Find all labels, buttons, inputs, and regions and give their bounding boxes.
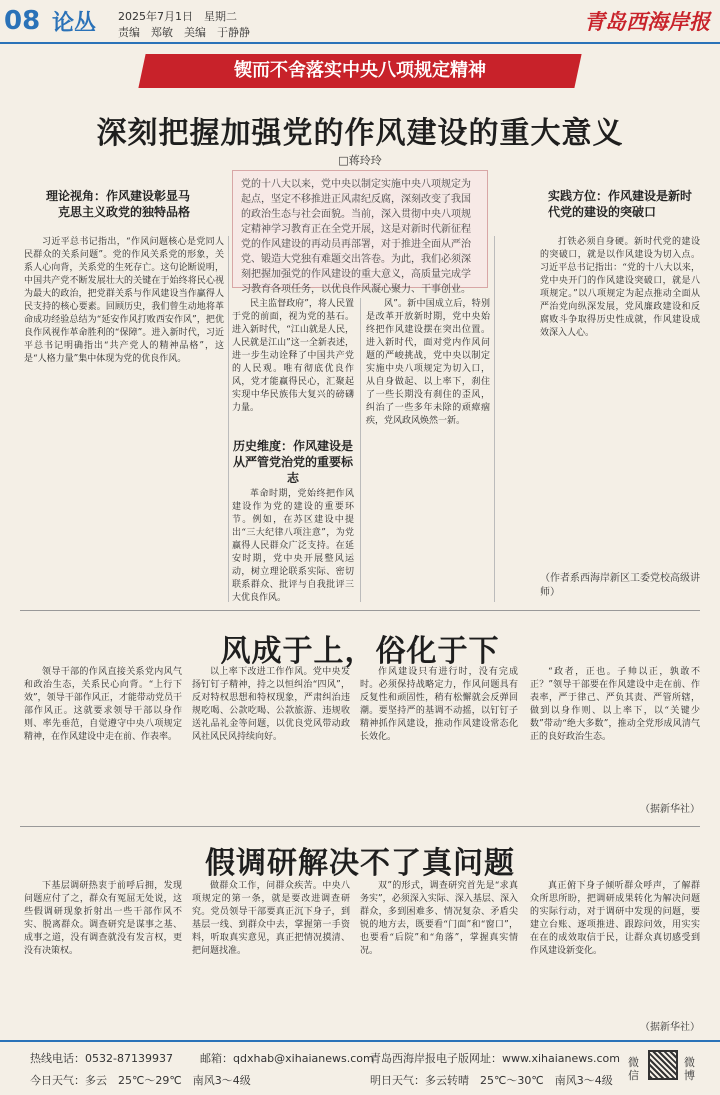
editor-credits: 责编 郑敏 美编 于静静 (118, 26, 250, 39)
column-divider (228, 236, 229, 602)
article-1-column-4: 打铁必须自身硬。新时代党的建设的突破口，就是以作风建设为切入点。习近平总书记指出：“党的十八大以来，党中央开门的作风建设突破口，就是八项规定。”以八项规定为起点推动全面从严治党向纵深发展，党风廉政建设和反腐败斗争取得历史性成就，作风建设成效深入人心。 (540, 237, 700, 338)
article-2-column-4: “政者，正也。子帅以正，孰敢不正？”领导干部要在作风建设中走在前、作表率，严于律己、严负其责、严管所辖，做到以身作则、以上率下，以“关键少数”带动“绝大多数”，推动全党形成风清气正的良好政治生态。 (530, 667, 700, 742)
footer-email: 邮箱：qdxhab@xihaianews.com (200, 1052, 374, 1065)
section-divider (20, 826, 700, 827)
article-3-column-2: 做群众工作，问群众疾苦。中央八项规定的第一条，就是要改进调查研究。党员领导干部要真正沉下身子，到基层一线、到群众中去，掌握第一手资料，听取真实意见，真正把情况摸清、把问题找准。 (192, 881, 350, 956)
article-1-author-note: （作者系西海岸新区工委党校高级讲师） (540, 573, 700, 598)
theme-banner: 锲而不舍落实中央八项规定精神 (138, 54, 581, 88)
footer-website[interactable]: 青岛西海岸报电子版网址：www.xihaianews.com (370, 1052, 621, 1065)
footer-weather-tomorrow: 明日天气：多云转晴 25℃～30℃ 南风3～4级 (370, 1074, 613, 1087)
article-1-column-2b: 革命时期，党始终把作风建设作为党的建设的重要环节。例如，在苏区建设中提出“三大纪律八项注意”，为党赢得人民群众广泛支持。在延安时期，党中央开展整风运动，树立理论联系实际、密切联系群众、批评与自我批评三大优良作风。 (232, 489, 354, 603)
masthead (0, 0, 720, 44)
article-1-lead-box: 党的十八大以来，党中央以制定实施中央八项规定为起点，坚定不移推进正风肃纪反腐，深刻改变了我国的政治生态与社会面貌。当前，深入贯彻中央八项规定精神学习教育正在全党开展，这是对新时代新征程党的作风建设的再动员再部署，对于推进全面从严治党、锻造大党独有难题交出答卷。为此，我们必须深刻把握加强党的作风建设的重大意义，高质量完成学习教育各项任务，以优良作风凝心聚力、干事创业。 (232, 170, 488, 288)
article-3-column-3: 双”的形式，调查研究首先是“求真务实”，必须深入实际、深入基层、深入群众，多到困难多、情况复杂、矛盾尖锐的地方去，既要看“门面”和“窗口”，也要看“后院”和“角落”，掌握真实情况。 (360, 881, 518, 956)
article-3-headline: 假调研解决不了真问题 (205, 846, 515, 881)
article-1-column-2: 民主监督政府”，将人民置于党的前面，视为党的基石。进入新时代，“江山就是人民，人民就是江山”这一全新表述，进一步生动诠释了中国共产党的人民观。唯有彻底优良作风，党才能赢得民心，汇聚起实现中华民族伟大复兴的磅礴力量。 (232, 299, 354, 413)
section-divider (20, 610, 700, 611)
article-2-column-1: 领导干部的作风直接关系党内风气和政治生态，关系民心向背。“上行下效”，领导干部作风正，才能带动党员干部作风正。这就要求领导干部以身作则、率先垂范，自觉遵守中央八项规定精神，在作风建设中走在前、作表率。 (24, 667, 182, 742)
article-1-subheading-theory: 理论视角：作风建设彰显马克思主义政党的独特品格 (45, 189, 190, 219)
article-2-column-3: 作风建设只有进行时，没有完成时。必须保持战略定力，作风问题具有反复性和顽固性，稍有松懈就会反弹回潮。要坚持严的基调不动摇，以钉钉子精神抓作风建设，推动作风建设常态化长效化。 (360, 667, 518, 742)
weibo-label: 微博 (684, 1056, 695, 1082)
wechat-qr-code-icon[interactable] (648, 1050, 678, 1080)
column-divider (360, 298, 361, 602)
section-name: 论丛 (52, 11, 97, 36)
newspaper-logo: 青岛西海岸报 (584, 9, 710, 34)
article-3-column-1: 下基层调研热衷于前呼后拥，发现问题应付了之，群众有冤屈无处说，这些假调研现象折射出一些干部作风不实、脱离群众。调查研究是谋事之基、成事之道，没有调查就没有发言权，更没有决策权。 (24, 881, 182, 956)
article-3-column-4: 真正俯下身子倾听群众呼声，了解群众所思所盼，把调研成果转化为解决问题的实际行动，对于调研中发现的问题，要建立台账、逐项推进、跟踪问效，用实实在在的成效取信于民，让群众真切感受到作风建设新变化。 (530, 881, 700, 956)
article-1-subheading-practice: 实践方位：作风建设是新时代党的建设的突破口 (548, 189, 693, 219)
wechat-label: 微信 (628, 1056, 639, 1082)
article-1-headline: 深刻把握加强党的作风建设的重大意义 (96, 116, 624, 151)
column-divider (494, 236, 495, 602)
footer (0, 1040, 720, 1095)
article-2-headline: 风成于上，俗化于下 (220, 634, 500, 669)
article-1-column-3: 风”。新中国成立后，特别是改革开放新时期，党中央始终把作风建设摆在突出位置。进入新时代，面对党内作风问题的严峻挑战，党中央以制定实施中央八项规定为切入口，从自身做起、以上率下，刹住了一些长期没有刹住的歪风，纠治了一些多年未除的顽瘴痼疾，党风政风焕然一新。 (366, 299, 490, 426)
article-1-author: □蒋玲玲 (338, 154, 382, 167)
article-2-source: （据新华社） (640, 804, 700, 815)
article-2-column-2: 以上率下改进工作作风。党中央发扬钉钉子精神，持之以恒纠治“四风”，反对特权思想和特权现象，严肃纠治违规吃喝、公款吃喝、公款旅游、违规收送礼品礼金等问题，以优良党风带动政风社风民风持续向好。 (192, 667, 350, 742)
page-number: 08 (4, 6, 41, 36)
article-3-source: （据新华社） (640, 1022, 700, 1033)
footer-hotline: 热线电话：0532-87139937 (30, 1052, 173, 1065)
article-1-subheading-history: 历史维度：作风建设是从严管党治党的重要标志 (232, 439, 353, 485)
footer-weather-today: 今日天气：多云 25℃～29℃ 南风3～4级 (30, 1074, 251, 1087)
issue-date: 2025年7月1日 星期二 (118, 10, 237, 23)
article-1-column-1: 习近平总书记指出，“作风问题核心是党同人民群众的关系问题”。党的作风关系党的形象，关系人心向背，关系党的生死存亡。这句论断说明，中国共产党不断发展壮大的关键在于始终将民心视为最大的政治，把党群关系与作风建设当作赢得人民支持的核心要素。回顾历史，我们曾生动地将革命成功经验总结为“延安作风打败西安作风”，把优良作风视作革命胜利的“保障”。进入新时代，习近平总书记明确指出“共产党人的精神品格”，这是“人格力量”集中体现为党的优良作风。 (24, 237, 224, 364)
